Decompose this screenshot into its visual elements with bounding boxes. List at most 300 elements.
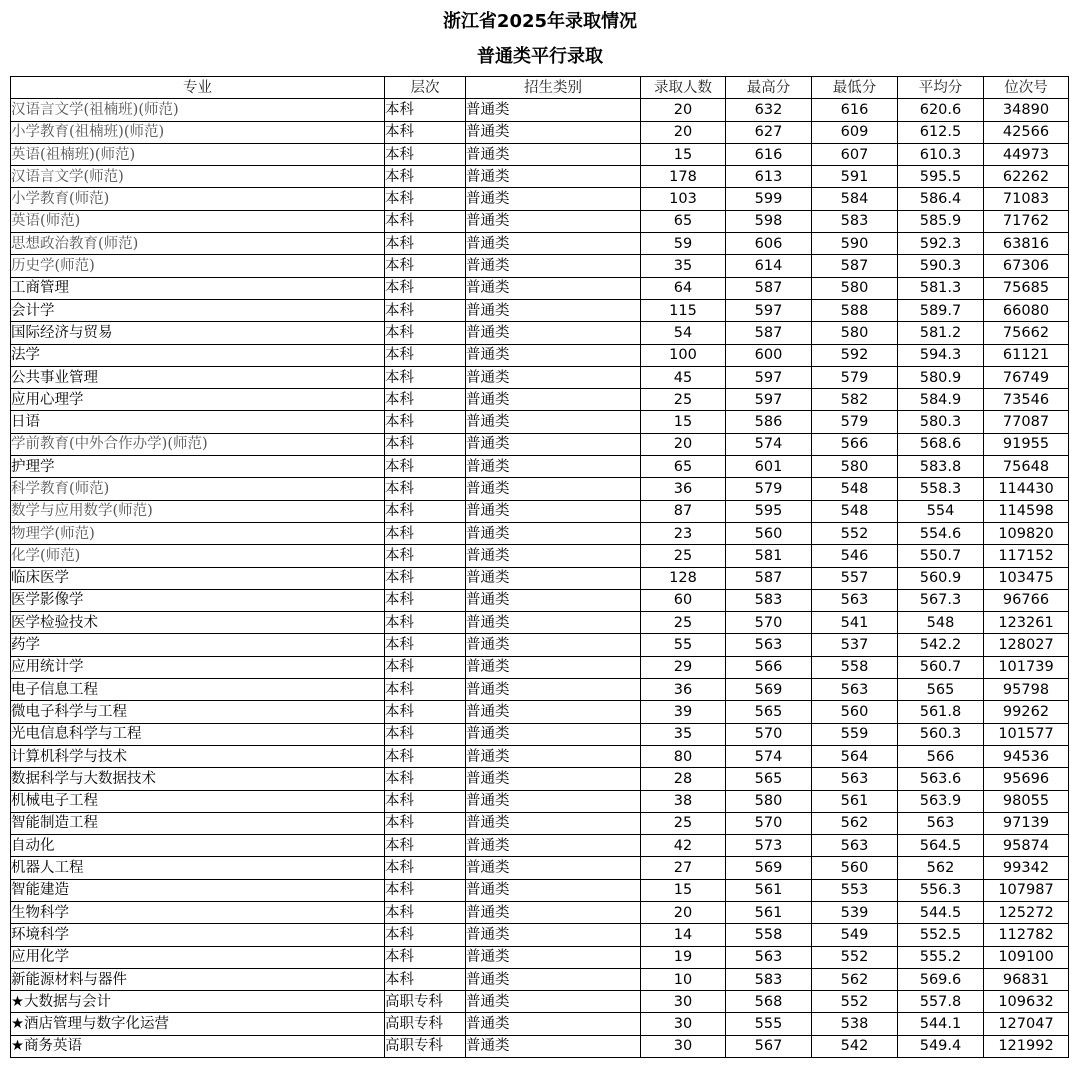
max-score-cell: 563 bbox=[726, 634, 812, 656]
level-cell: 本科 bbox=[385, 545, 466, 567]
min-score-cell: 607 bbox=[812, 143, 898, 165]
table-row bbox=[11, 1035, 1069, 1057]
level-cell: 本科 bbox=[385, 656, 466, 678]
max-score-cell: 587 bbox=[726, 322, 812, 344]
major-cell: 微电子科学与工程 bbox=[11, 701, 385, 723]
count-cell: 30 bbox=[641, 991, 726, 1013]
level-cell: 本科 bbox=[385, 322, 466, 344]
avg-score-cell: 610.3 bbox=[898, 143, 984, 165]
type-cell: 普通类 bbox=[466, 522, 641, 544]
type-cell: 普通类 bbox=[466, 701, 641, 723]
rank-cell: 114430 bbox=[984, 478, 1069, 500]
rank-cell: 107987 bbox=[984, 879, 1069, 901]
level-cell: 本科 bbox=[385, 456, 466, 478]
avg-score-cell: 589.7 bbox=[898, 299, 984, 321]
min-score-cell: 563 bbox=[812, 589, 898, 611]
rank-cell: 101577 bbox=[984, 723, 1069, 745]
rank-cell: 112782 bbox=[984, 924, 1069, 946]
rank-cell: 128027 bbox=[984, 634, 1069, 656]
count-cell: 42 bbox=[641, 835, 726, 857]
type-cell: 普通类 bbox=[466, 1035, 641, 1057]
rank-cell: 95696 bbox=[984, 768, 1069, 790]
type-cell: 普通类 bbox=[466, 589, 641, 611]
type-cell: 普通类 bbox=[466, 991, 641, 1013]
page-title: 浙江省2025年录取情况 bbox=[442, 11, 638, 32]
type-cell: 普通类 bbox=[466, 634, 641, 656]
level-cell: 本科 bbox=[385, 166, 466, 188]
level-cell: 本科 bbox=[385, 589, 466, 611]
header-rank: 位次号 bbox=[984, 77, 1069, 99]
max-score-cell: 558 bbox=[726, 924, 812, 946]
avg-score-cell: 581.3 bbox=[898, 277, 984, 299]
type-cell: 普通类 bbox=[466, 255, 641, 277]
admission-table bbox=[10, 76, 1069, 1058]
type-cell: 普通类 bbox=[466, 366, 641, 388]
rank-cell: 98055 bbox=[984, 790, 1069, 812]
rank-cell: 75662 bbox=[984, 322, 1069, 344]
table-row bbox=[11, 456, 1069, 478]
min-score-cell: 616 bbox=[812, 99, 898, 121]
avg-score-cell: 567.3 bbox=[898, 589, 984, 611]
count-cell: 23 bbox=[641, 522, 726, 544]
min-score-cell: 560 bbox=[812, 701, 898, 723]
max-score-cell: 583 bbox=[726, 968, 812, 990]
level-cell: 本科 bbox=[385, 233, 466, 255]
major-cell: 新能源材料与器件 bbox=[11, 968, 385, 990]
min-score-cell: 580 bbox=[812, 277, 898, 299]
table-row bbox=[11, 545, 1069, 567]
type-cell: 普通类 bbox=[466, 188, 641, 210]
min-score-cell: 591 bbox=[812, 166, 898, 188]
type-cell: 普通类 bbox=[466, 812, 641, 834]
min-score-cell: 559 bbox=[812, 723, 898, 745]
level-cell: 本科 bbox=[385, 522, 466, 544]
avg-score-cell: 555.2 bbox=[898, 946, 984, 968]
max-score-cell: 581 bbox=[726, 545, 812, 567]
level-cell: 本科 bbox=[385, 612, 466, 634]
max-score-cell: 632 bbox=[726, 99, 812, 121]
major-cell: 工商管理 bbox=[11, 277, 385, 299]
max-score-cell: 600 bbox=[726, 344, 812, 366]
max-score-cell: 583 bbox=[726, 589, 812, 611]
max-score-cell: 567 bbox=[726, 1035, 812, 1057]
type-cell: 普通类 bbox=[466, 411, 641, 433]
rank-cell: 109100 bbox=[984, 946, 1069, 968]
table-row bbox=[11, 812, 1069, 834]
count-cell: 30 bbox=[641, 1035, 726, 1057]
count-cell: 20 bbox=[641, 433, 726, 455]
min-score-cell: 548 bbox=[812, 500, 898, 522]
level-cell: 本科 bbox=[385, 299, 466, 321]
rank-cell: 95874 bbox=[984, 835, 1069, 857]
count-cell: 25 bbox=[641, 612, 726, 634]
header-min-score: 最低分 bbox=[812, 77, 898, 99]
type-cell: 普通类 bbox=[466, 835, 641, 857]
avg-score-cell: 554.6 bbox=[898, 522, 984, 544]
table-row bbox=[11, 210, 1069, 232]
table-row bbox=[11, 121, 1069, 143]
major-cell: 护理学 bbox=[11, 456, 385, 478]
max-score-cell: 570 bbox=[726, 612, 812, 634]
count-cell: 45 bbox=[641, 366, 726, 388]
header-level: 层次 bbox=[385, 77, 466, 99]
avg-score-cell: 564.5 bbox=[898, 835, 984, 857]
table-row bbox=[11, 567, 1069, 589]
major-cell: 国际经济与贸易 bbox=[11, 322, 385, 344]
rank-cell: 99342 bbox=[984, 857, 1069, 879]
type-cell: 普通类 bbox=[466, 745, 641, 767]
avg-score-cell: 560.9 bbox=[898, 567, 984, 589]
avg-score-cell: 562 bbox=[898, 857, 984, 879]
type-cell: 普通类 bbox=[466, 210, 641, 232]
level-cell: 本科 bbox=[385, 344, 466, 366]
avg-score-cell: 581.2 bbox=[898, 322, 984, 344]
table-row bbox=[11, 344, 1069, 366]
level-cell: 本科 bbox=[385, 745, 466, 767]
rank-cell: 96831 bbox=[984, 968, 1069, 990]
min-score-cell: 552 bbox=[812, 991, 898, 1013]
level-cell: 本科 bbox=[385, 924, 466, 946]
rank-cell: 75648 bbox=[984, 456, 1069, 478]
level-cell: 本科 bbox=[385, 433, 466, 455]
table-row bbox=[11, 656, 1069, 678]
table-row bbox=[11, 255, 1069, 277]
major-cell: 生物科学 bbox=[11, 901, 385, 923]
type-cell: 普通类 bbox=[466, 1013, 641, 1035]
level-cell: 本科 bbox=[385, 901, 466, 923]
min-score-cell: 542 bbox=[812, 1035, 898, 1057]
major-cell: 历史学(师范) bbox=[11, 255, 385, 277]
type-cell: 普通类 bbox=[466, 857, 641, 879]
level-cell: 本科 bbox=[385, 790, 466, 812]
max-score-cell: 606 bbox=[726, 233, 812, 255]
count-cell: 27 bbox=[641, 857, 726, 879]
avg-score-cell: 568.6 bbox=[898, 433, 984, 455]
avg-score-cell: 548 bbox=[898, 612, 984, 634]
min-score-cell: 541 bbox=[812, 612, 898, 634]
type-cell: 普通类 bbox=[466, 790, 641, 812]
avg-score-cell: 563.9 bbox=[898, 790, 984, 812]
table-row bbox=[11, 701, 1069, 723]
min-score-cell: 562 bbox=[812, 812, 898, 834]
type-cell: 普通类 bbox=[466, 723, 641, 745]
level-cell: 本科 bbox=[385, 389, 466, 411]
min-score-cell: 546 bbox=[812, 545, 898, 567]
avg-score-cell: 550.7 bbox=[898, 545, 984, 567]
rank-cell: 96766 bbox=[984, 589, 1069, 611]
major-cell: 科学教育(师范) bbox=[11, 478, 385, 500]
min-score-cell: 549 bbox=[812, 924, 898, 946]
rank-cell: 121992 bbox=[984, 1035, 1069, 1057]
max-score-cell: 573 bbox=[726, 835, 812, 857]
major-cell: 环境科学 bbox=[11, 924, 385, 946]
level-cell: 高职专科 bbox=[385, 1035, 466, 1057]
level-cell: 本科 bbox=[385, 411, 466, 433]
table-row bbox=[11, 857, 1069, 879]
rank-cell: 77087 bbox=[984, 411, 1069, 433]
major-cell: 思想政治教育(师范) bbox=[11, 233, 385, 255]
level-cell: 本科 bbox=[385, 835, 466, 857]
major-cell: 汉语言文学(师范) bbox=[11, 166, 385, 188]
min-score-cell: 609 bbox=[812, 121, 898, 143]
min-score-cell: 566 bbox=[812, 433, 898, 455]
count-cell: 15 bbox=[641, 143, 726, 165]
major-cell: 智能建造 bbox=[11, 879, 385, 901]
level-cell: 高职专科 bbox=[385, 1013, 466, 1035]
rank-cell: 62262 bbox=[984, 166, 1069, 188]
max-score-cell: 616 bbox=[726, 143, 812, 165]
table-row bbox=[11, 745, 1069, 767]
type-cell: 普通类 bbox=[466, 433, 641, 455]
table-row bbox=[11, 946, 1069, 968]
major-cell: 数学与应用数学(师范) bbox=[11, 500, 385, 522]
type-cell: 普通类 bbox=[466, 299, 641, 321]
count-cell: 115 bbox=[641, 299, 726, 321]
rank-cell: 71762 bbox=[984, 210, 1069, 232]
min-score-cell: 579 bbox=[812, 366, 898, 388]
min-score-cell: 539 bbox=[812, 901, 898, 923]
max-score-cell: 563 bbox=[726, 946, 812, 968]
avg-score-cell: 594.3 bbox=[898, 344, 984, 366]
major-cell: 电子信息工程 bbox=[11, 679, 385, 701]
level-cell: 本科 bbox=[385, 812, 466, 834]
table-row bbox=[11, 322, 1069, 344]
rank-cell: 44973 bbox=[984, 143, 1069, 165]
major-cell: 小学教育(祖楠班)(师范) bbox=[11, 121, 385, 143]
min-score-cell: 592 bbox=[812, 344, 898, 366]
count-cell: 128 bbox=[641, 567, 726, 589]
table-row bbox=[11, 924, 1069, 946]
max-score-cell: 569 bbox=[726, 857, 812, 879]
type-cell: 普通类 bbox=[466, 121, 641, 143]
rank-cell: 114598 bbox=[984, 500, 1069, 522]
rank-cell: 117152 bbox=[984, 545, 1069, 567]
rank-cell: 66080 bbox=[984, 299, 1069, 321]
max-score-cell: 587 bbox=[726, 277, 812, 299]
table-row bbox=[11, 478, 1069, 500]
avg-score-cell: 557.8 bbox=[898, 991, 984, 1013]
max-score-cell: 568 bbox=[726, 991, 812, 1013]
level-cell: 本科 bbox=[385, 968, 466, 990]
min-score-cell: 582 bbox=[812, 389, 898, 411]
count-cell: 65 bbox=[641, 456, 726, 478]
type-cell: 普通类 bbox=[466, 166, 641, 188]
table-row bbox=[11, 589, 1069, 611]
type-cell: 普通类 bbox=[466, 901, 641, 923]
major-cell: 化学(师范) bbox=[11, 545, 385, 567]
type-cell: 普通类 bbox=[466, 612, 641, 634]
table-row bbox=[11, 879, 1069, 901]
avg-score-cell: 560.7 bbox=[898, 656, 984, 678]
min-score-cell: 590 bbox=[812, 233, 898, 255]
avg-score-cell: 552.5 bbox=[898, 924, 984, 946]
min-score-cell: 563 bbox=[812, 835, 898, 857]
avg-score-cell: 584.9 bbox=[898, 389, 984, 411]
header-avg-score: 平均分 bbox=[898, 77, 984, 99]
header-type: 招生类别 bbox=[466, 77, 641, 99]
max-score-cell: 614 bbox=[726, 255, 812, 277]
max-score-cell: 565 bbox=[726, 701, 812, 723]
major-cell: 英语(祖楠班)(师范) bbox=[11, 143, 385, 165]
min-score-cell: 560 bbox=[812, 857, 898, 879]
major-cell: 机械电子工程 bbox=[11, 790, 385, 812]
count-cell: 30 bbox=[641, 1013, 726, 1035]
count-cell: 15 bbox=[641, 411, 726, 433]
min-score-cell: 563 bbox=[812, 679, 898, 701]
avg-score-cell: 554 bbox=[898, 500, 984, 522]
avg-score-cell: 544.1 bbox=[898, 1013, 984, 1035]
level-cell: 本科 bbox=[385, 857, 466, 879]
table-row bbox=[11, 901, 1069, 923]
major-cell: 法学 bbox=[11, 344, 385, 366]
min-score-cell: 563 bbox=[812, 768, 898, 790]
table-row bbox=[11, 723, 1069, 745]
level-cell: 本科 bbox=[385, 634, 466, 656]
major-cell: 智能制造工程 bbox=[11, 812, 385, 834]
major-cell: 自动化 bbox=[11, 835, 385, 857]
table-row bbox=[11, 835, 1069, 857]
count-cell: 28 bbox=[641, 768, 726, 790]
table-row bbox=[11, 277, 1069, 299]
avg-score-cell: 565 bbox=[898, 679, 984, 701]
rank-cell: 109632 bbox=[984, 991, 1069, 1013]
major-cell: 临床医学 bbox=[11, 567, 385, 589]
major-cell: ★商务英语 bbox=[11, 1035, 385, 1057]
table-row bbox=[11, 233, 1069, 255]
level-cell: 本科 bbox=[385, 121, 466, 143]
count-cell: 87 bbox=[641, 500, 726, 522]
level-cell: 本科 bbox=[385, 946, 466, 968]
min-score-cell: 584 bbox=[812, 188, 898, 210]
type-cell: 普通类 bbox=[466, 478, 641, 500]
type-cell: 普通类 bbox=[466, 322, 641, 344]
rank-cell: 42566 bbox=[984, 121, 1069, 143]
count-cell: 14 bbox=[641, 924, 726, 946]
major-cell: 小学教育(师范) bbox=[11, 188, 385, 210]
level-cell: 本科 bbox=[385, 723, 466, 745]
table-row bbox=[11, 366, 1069, 388]
level-cell: 本科 bbox=[385, 188, 466, 210]
avg-score-cell: 580.9 bbox=[898, 366, 984, 388]
table-row bbox=[11, 968, 1069, 990]
header-max-score: 最高分 bbox=[726, 77, 812, 99]
type-cell: 普通类 bbox=[466, 656, 641, 678]
max-score-cell: 601 bbox=[726, 456, 812, 478]
avg-score-cell: 561.8 bbox=[898, 701, 984, 723]
max-score-cell: 599 bbox=[726, 188, 812, 210]
major-cell: 医学影像学 bbox=[11, 589, 385, 611]
count-cell: 103 bbox=[641, 188, 726, 210]
min-score-cell: 588 bbox=[812, 299, 898, 321]
avg-score-cell: 563 bbox=[898, 812, 984, 834]
count-cell: 15 bbox=[641, 879, 726, 901]
count-cell: 38 bbox=[641, 790, 726, 812]
count-cell: 20 bbox=[641, 901, 726, 923]
avg-score-cell: 556.3 bbox=[898, 879, 984, 901]
rank-cell: 76749 bbox=[984, 366, 1069, 388]
count-cell: 65 bbox=[641, 210, 726, 232]
count-cell: 10 bbox=[641, 968, 726, 990]
page-subtitle: 普通类平行录取 bbox=[477, 46, 603, 67]
rank-cell: 71083 bbox=[984, 188, 1069, 210]
level-cell: 本科 bbox=[385, 679, 466, 701]
level-cell: 本科 bbox=[385, 567, 466, 589]
avg-score-cell: 560.3 bbox=[898, 723, 984, 745]
major-cell: 公共事业管理 bbox=[11, 366, 385, 388]
min-score-cell: 579 bbox=[812, 411, 898, 433]
min-score-cell: 538 bbox=[812, 1013, 898, 1035]
max-score-cell: 597 bbox=[726, 299, 812, 321]
max-score-cell: 566 bbox=[726, 656, 812, 678]
type-cell: 普通类 bbox=[466, 567, 641, 589]
max-score-cell: 587 bbox=[726, 567, 812, 589]
type-cell: 普通类 bbox=[466, 143, 641, 165]
avg-score-cell: 569.6 bbox=[898, 968, 984, 990]
major-cell: 药学 bbox=[11, 634, 385, 656]
major-cell: 光电信息科学与工程 bbox=[11, 723, 385, 745]
count-cell: 80 bbox=[641, 745, 726, 767]
count-cell: 25 bbox=[641, 389, 726, 411]
table-row bbox=[11, 790, 1069, 812]
max-score-cell: 613 bbox=[726, 166, 812, 188]
type-cell: 普通类 bbox=[466, 768, 641, 790]
major-cell: 机器人工程 bbox=[11, 857, 385, 879]
max-score-cell: 597 bbox=[726, 389, 812, 411]
avg-score-cell: 590.3 bbox=[898, 255, 984, 277]
min-score-cell: 552 bbox=[812, 522, 898, 544]
major-cell: 应用心理学 bbox=[11, 389, 385, 411]
avg-score-cell: 595.5 bbox=[898, 166, 984, 188]
min-score-cell: 580 bbox=[812, 456, 898, 478]
avg-score-cell: 549.4 bbox=[898, 1035, 984, 1057]
major-cell: 应用统计学 bbox=[11, 656, 385, 678]
rank-cell: 67306 bbox=[984, 255, 1069, 277]
count-cell: 29 bbox=[641, 656, 726, 678]
max-score-cell: 586 bbox=[726, 411, 812, 433]
major-cell: ★酒店管理与数字化运营 bbox=[11, 1013, 385, 1035]
major-cell: 医学检验技术 bbox=[11, 612, 385, 634]
count-cell: 36 bbox=[641, 679, 726, 701]
count-cell: 55 bbox=[641, 634, 726, 656]
level-cell: 本科 bbox=[385, 768, 466, 790]
type-cell: 普通类 bbox=[466, 879, 641, 901]
table-row bbox=[11, 991, 1069, 1013]
type-cell: 普通类 bbox=[466, 500, 641, 522]
level-cell: 本科 bbox=[385, 366, 466, 388]
max-score-cell: 580 bbox=[726, 790, 812, 812]
count-cell: 35 bbox=[641, 255, 726, 277]
min-score-cell: 564 bbox=[812, 745, 898, 767]
major-cell: 学前教育(中外合作办学)(师范) bbox=[11, 433, 385, 455]
max-score-cell: 570 bbox=[726, 812, 812, 834]
type-cell: 普通类 bbox=[466, 233, 641, 255]
table-header-row bbox=[11, 77, 1069, 99]
max-score-cell: 574 bbox=[726, 745, 812, 767]
major-cell: 会计学 bbox=[11, 299, 385, 321]
count-cell: 100 bbox=[641, 344, 726, 366]
min-score-cell: 553 bbox=[812, 879, 898, 901]
min-score-cell: 537 bbox=[812, 634, 898, 656]
min-score-cell: 548 bbox=[812, 478, 898, 500]
max-score-cell: 560 bbox=[726, 522, 812, 544]
count-cell: 54 bbox=[641, 322, 726, 344]
max-score-cell: 579 bbox=[726, 478, 812, 500]
type-cell: 普通类 bbox=[466, 99, 641, 121]
type-cell: 普通类 bbox=[466, 924, 641, 946]
max-score-cell: 565 bbox=[726, 768, 812, 790]
type-cell: 普通类 bbox=[466, 946, 641, 968]
count-cell: 20 bbox=[641, 99, 726, 121]
